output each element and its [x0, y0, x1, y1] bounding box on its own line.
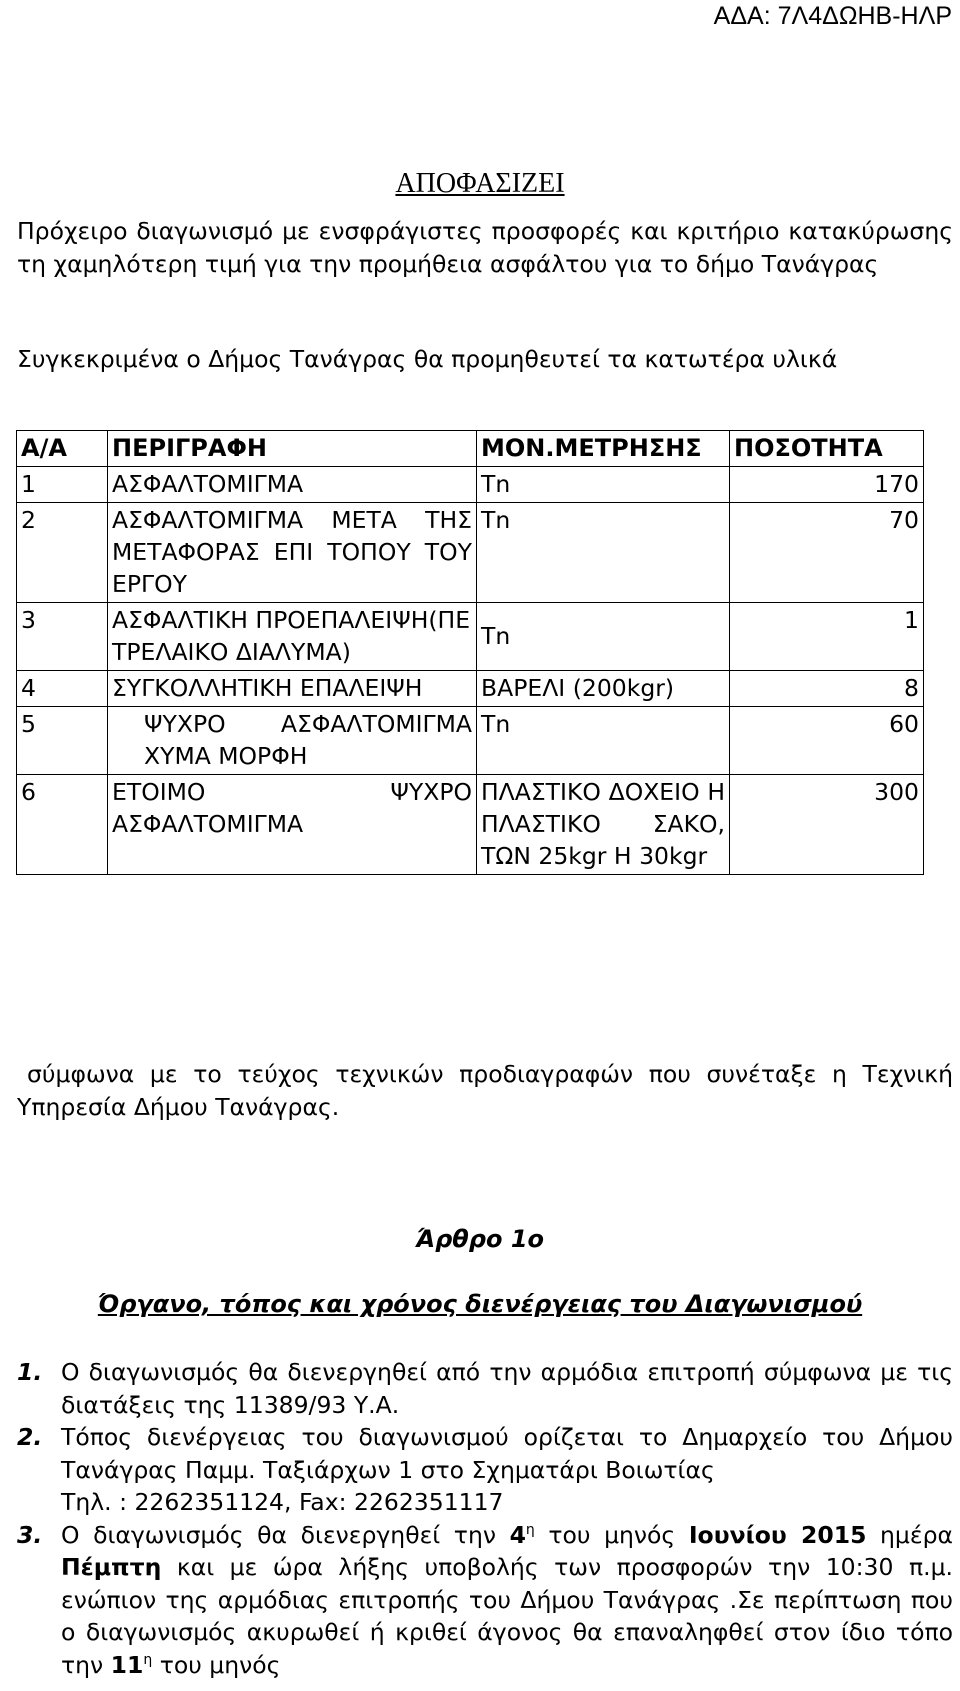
cell-aa: 1	[17, 467, 108, 503]
cell-quantity: 70	[730, 503, 924, 603]
table-row	[17, 707, 924, 775]
item-number: 3.	[17, 1520, 43, 1549]
item-day-2-suffix: η	[143, 1651, 153, 1668]
article-title: Άρθρο 1ο	[415, 1225, 544, 1253]
col-header-unit: ΜΟΝ.ΜΕΤΡΗΣΗΣ	[477, 431, 730, 467]
col-header-aa: Α/Α	[17, 431, 108, 467]
item-number: 2.	[17, 1423, 43, 1451]
cell-aa: 6	[17, 775, 108, 875]
cell-description: ΑΣΦΑΛΤΟΜΙΓΜΑ	[108, 467, 477, 503]
list-item	[17, 1519, 953, 1682]
cell-quantity: 60	[730, 707, 924, 775]
cell-quantity: 8	[730, 671, 924, 707]
cell-quantity: 170	[730, 467, 924, 503]
cell-aa: 5	[17, 707, 108, 775]
cell-aa: 4	[17, 671, 108, 707]
cell-description: ΑΣΦΑΛΤΟΜΙΓΜΑ ΜΕΤΑ ΤΗΣ ΜΕΤΑΦΟΡΑΣ ΕΠΙ ΤΟΠΟΥ ΤΟΥ ΕΡΓΟΥ	[108, 503, 477, 603]
col-header-quantity: ΠΟΣΟΤΗΤΑ	[730, 431, 924, 467]
item-text-part: ημέρα	[866, 1520, 953, 1549]
item-weekday: Πέμπτη	[61, 1553, 162, 1581]
table-row	[17, 775, 924, 875]
table-row	[17, 671, 924, 707]
article-items-list	[17, 1356, 953, 1681]
item-day: 4	[509, 1520, 526, 1549]
item-number: 1.	[17, 1358, 43, 1386]
cell-description: ΣΥΓΚΟΛΛΗΤΙΚΗ ΕΠΑΛΕΙΨΗ	[108, 671, 477, 707]
table-row	[17, 467, 924, 503]
item-contact: Τηλ. : 2262351124, Fax: 2262351117	[61, 1488, 504, 1516]
item-text: Ο διαγωνισμός θα διενεργηθεί από την αρμόδια επιτροπή σύμφωνα με τις διατάξεις της 11389/93 Υ.Α.	[61, 1358, 953, 1419]
item-text: Τόπος διενέργειας του διαγωνισμού ορίζεται το Δημαρχείο του Δήμου Τανάγρας Παμμ. Ταξιάρχων 1 στο Σχηματάρι Βοιωτίας	[61, 1423, 953, 1484]
materials-table	[16, 430, 924, 875]
item-text-part: Ο διαγωνισμός θα διενεργηθεί την	[61, 1520, 510, 1549]
item-month: Ιουνίου 2015	[688, 1520, 867, 1549]
list-item	[17, 1356, 953, 1421]
cell-unit: Τn	[477, 707, 730, 775]
cell-aa: 2	[17, 503, 108, 603]
article-subtitle: Όργανο, τόπος και χρόνος διενέργειας του Διαγωνισμού	[97, 1290, 863, 1318]
cell-description: ΨΥΧΡΟ ΑΣΦΑΛΤΟΜΙΓΜΑ ΧΥΜΑ ΜΟΡΦΗ	[108, 707, 477, 775]
cell-unit: ΒΑΡΕΛΙ (200kgr)	[477, 671, 730, 707]
materials-intro: Συγκεκριμένα ο Δήμος Τανάγρας θα προμηθευτεί τα κατωτέρα υλικά	[17, 345, 838, 373]
cell-description: ΑΣΦΑΛΤΙΚΗ ΠΡΟΕΠΑΛΕΙΨΗ(ΠΕΤΡΕΛΑΙΚΟ ΔΙΑΛΥΜΑ)	[108, 603, 477, 671]
cell-unit: Τn	[477, 603, 730, 671]
col-header-description: ΠΕΡΙΓΡΑΦΗ	[108, 431, 477, 467]
item-text-part: και με ώρα λήξης υποβολής των προσφορών την 10:30 π.μ. ενώπιον της αρμόδιας επιτροπής του Δήμου Τανάγρας .Σε περίπτωση που ο διαγωνισμός ακυρωθεί ή κριθεί άγονος θα επαναληφθεί στον ίδιο τόπο την	[61, 1553, 953, 1679]
table-row	[17, 503, 924, 603]
table-row	[17, 603, 924, 671]
ada-code: ΑΔΑ: 7Λ4ΔΩΗΒ-ΗΛΡ	[713, 2, 952, 30]
cell-quantity: 300	[730, 775, 924, 875]
cell-unit: ΠΛΑΣΤΙΚΟ ΔΟΧΕΙΟ Η ΠΛΑΣΤΙΚΟ ΣΑΚΟ, ΤΩΝ 25kgr Η 30kgr	[477, 775, 730, 875]
item-text-part: του μηνός	[152, 1650, 281, 1679]
table-header-row	[17, 431, 924, 467]
list-item	[17, 1421, 953, 1519]
decides-heading: ΑΠΟΦΑΣΙΖΕΙ	[395, 168, 565, 199]
item-day-suffix: η	[525, 1521, 535, 1538]
cell-unit: Τn	[477, 503, 730, 603]
intro-paragraph: Πρόχειρο διαγωνισμό με ενσφράγιστες προσφορές και κριτήριο κατακύρωσης τη χαμηλότερη τιμή για την προμήθεια ασφάλτου για το δήμο Τανάγρας	[17, 217, 953, 278]
after-table-paragraph: σύμφωνα με το τεύχος τεχνικών προδιαγραφών που συνέταξε η Τεχνική Υπηρεσία Δήμου Τανάγρας.	[17, 1060, 953, 1121]
cell-description: ΕΤΟΙΜΟ ΨΥΧΡΟ ΑΣΦΑΛΤΟΜΙΓΜΑ	[108, 775, 477, 875]
cell-quantity: 1	[730, 603, 924, 671]
cell-unit: Τn	[477, 467, 730, 503]
cell-aa: 3	[17, 603, 108, 671]
item-text-part: του μηνός	[534, 1520, 689, 1549]
item-day-2: 11	[110, 1650, 144, 1679]
